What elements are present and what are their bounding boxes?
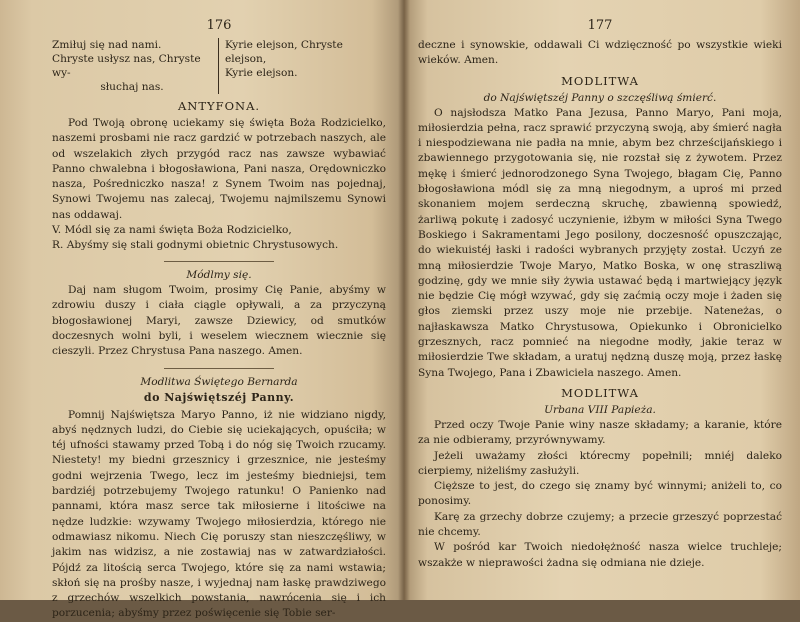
prayer-line: Cięższe to jest, do czego się znamy być winnymi; aniżeli to, co ponosimy.	[418, 480, 782, 508]
modlitwa-text: O najsłodsza Matko Pana Jezusa, Panno Maryo, Pani moja, miłosierdzia pełna, racz sprawić przyczyną swoją, aby śmierć nagła i niespodziewana nie padła na mnie, abym bez chrześcijańskiego i zbawiennego przygotowania się, nie rozstał się z żywotem. Przez mękę i śmierć jednorodzonego Syna Twojego, błagam Cię, Panno błogosławiona módl się za mną niegodnym, a uproś mi przed skonaniem mojem serdeczną skruchę, zbawienną spowiedź, żarliwą pokutę i zadosyć uczynienie, iżbym w miłości Syna Twego Boskiego i Sakramentami Jego posilony, doczesność opuszczając, do wiekuistéj łaski i radości wybranych przyjęty został. Uczyń ze mną miłosierdzie Twoje Maryo, Matko Boska, w onę straszliwą godzinę, gdy we mnie siły żywia ustawać będą i martwiejący język nie będzie Cię mógł wzywać, gdy się zaćmią oczy moje i żaden się głos ziemski przez uszy moje nie przebije. Nateneżas, o najłaskawsza Matko Chrystusowa, Opiekunko i Obronicielko grzesznych, racz pomnieć na niegodne modły, jakie teraz w miłosierdzie Twe składam, a uratuj nędzną duszę moją, przez łaskę Syna Twojego, Pana i Zbawiciela naszego. Amen.	[418, 106, 782, 379]
page-number-right: 177	[587, 18, 613, 33]
right-page	[404, 0, 800, 600]
modlmy-text: Daj nam sługom Twoim, prosimy Cię Panie, abyśmy w zdrowiu duszy i ciała ciągle opływali, a za przyczyną błogosławionej Maryi, zawsze Dziewicy, od smutków doczesnych wolni byli, i weselem wiecznem wiecznie się cieszyli. Przez Chrystusa Pana naszego. Amen.	[52, 284, 386, 358]
litany-right-column	[219, 38, 386, 94]
bernard-text: Pomnij Najświętsza Maryo Panno, iż nie widziano nigdy, abyś nędznych ludzi, do Ciebie się uciekających, opuściła; w téj ufności stawamy przed Tobą i do nóg się Twoich rzucamy. Niestety! my biedni grzesznicy i grzesznice, nie jesteśmy godni wejrzenia Twego, lecz im jesteśmy biedniejsi, tem bardziéj potrzebujemy Twojego ratunku! O Panienko nad pannami, która masz serce tak miłosierne i litościwe na nędze ludzkie: wzywamy Twojego miłosierdzia, którego nie odmawiasz nikomu. Niech Cię poruszy stan nieszczęśliwy, w jakim nas widzisz, a nie zostawiaj nas w zatwardziałości. Pójdź za litością serca Twojego, które się za nami wstawia; skłoń się na prośby nasze, i wyjednaj nam łaskę prawdziwego z grzechów wszelkich powstania, nawrócenia się i ich porzucenia; abyśmy przez poświęcenie się Tobie ser-	[52, 408, 386, 620]
litany-line: Zmiłuj się nad nami.	[52, 39, 162, 51]
prayer-line: W pośród kar Twoich niedołężność nasza wielce truchleje; wszakże w nieprawości żadna się odmiana nie dzieje.	[418, 541, 782, 569]
bernard-subheading: do Najświętszéj Panny.	[143, 390, 295, 404]
book-gutter	[398, 0, 410, 600]
section-divider	[164, 261, 274, 262]
modlmy-heading: Módlmy się.	[186, 269, 252, 282]
response: R. Abyśmy się stali godnymi obietnic Chrystusowych.	[52, 239, 339, 252]
continuation-text: deczne i synowskie, oddawali Ci wdzięczność po wszystkie wieki wieków. Amen.	[418, 39, 782, 67]
bernard-heading: Modlitwa Świętego Bernarda	[140, 375, 298, 388]
litany-block	[52, 38, 386, 94]
modlitwa-subheading: Urbana VIII Papieża.	[544, 403, 656, 416]
modlitwa-heading: MODLITWA	[561, 385, 639, 400]
litany-line: Kyrie elejson.	[225, 67, 298, 79]
antyfona-heading: ANTYFONA.	[177, 99, 261, 113]
litany-line: słuchaj nas.	[100, 81, 164, 93]
litany-line: Chryste usłysz nas, Chryste wy-	[52, 53, 201, 79]
prayer-line: Przed oczy Twoje Panie winy nasze składamy; a karanie, które za nie odbieramy, przyrównywamy.	[418, 418, 782, 447]
prayer-line: Jeżeli uważamy złości którecmy popełnili; mniéj daleko cierpiemy, niżeliśmy zasłużyli.	[418, 449, 782, 477]
modlitwa-subheading: do Najświętszéj Panny o szczęśliwą śmierć.	[483, 91, 717, 104]
modlitwa-heading: MODLITWA	[561, 73, 639, 88]
litany-left-column	[52, 38, 219, 94]
section-divider	[164, 368, 274, 369]
litany-line: Kyrie elejson, Chryste elejson,	[225, 39, 343, 65]
versicle: V. Módl się za nami święta Boża Rodzicielko,	[52, 224, 292, 237]
antyfona-text: Pod Twoją obronę uciekamy się święta Boża Rodzicielko, naszemi prosbami nie racz gardzić w potrzebach naszych, ale od wszelakich złych przygód racz nas zawsze wybawiać Panno chwalebna i błogosławiona, Pani nasza, Orędowniczko nasza, Pośredniczko nasza! z Synem Twoim nas pojednaj, Synowi Twojemu nas zalecaj, Twojemu najmilszemu Synowi nas oddawaj.	[52, 117, 386, 221]
page-number-left: 176	[206, 18, 232, 33]
prayer-line: Karę za grzechy dobrze czujemy; a przecie grzeszyć poprzestać nie chcemy.	[418, 510, 782, 539]
